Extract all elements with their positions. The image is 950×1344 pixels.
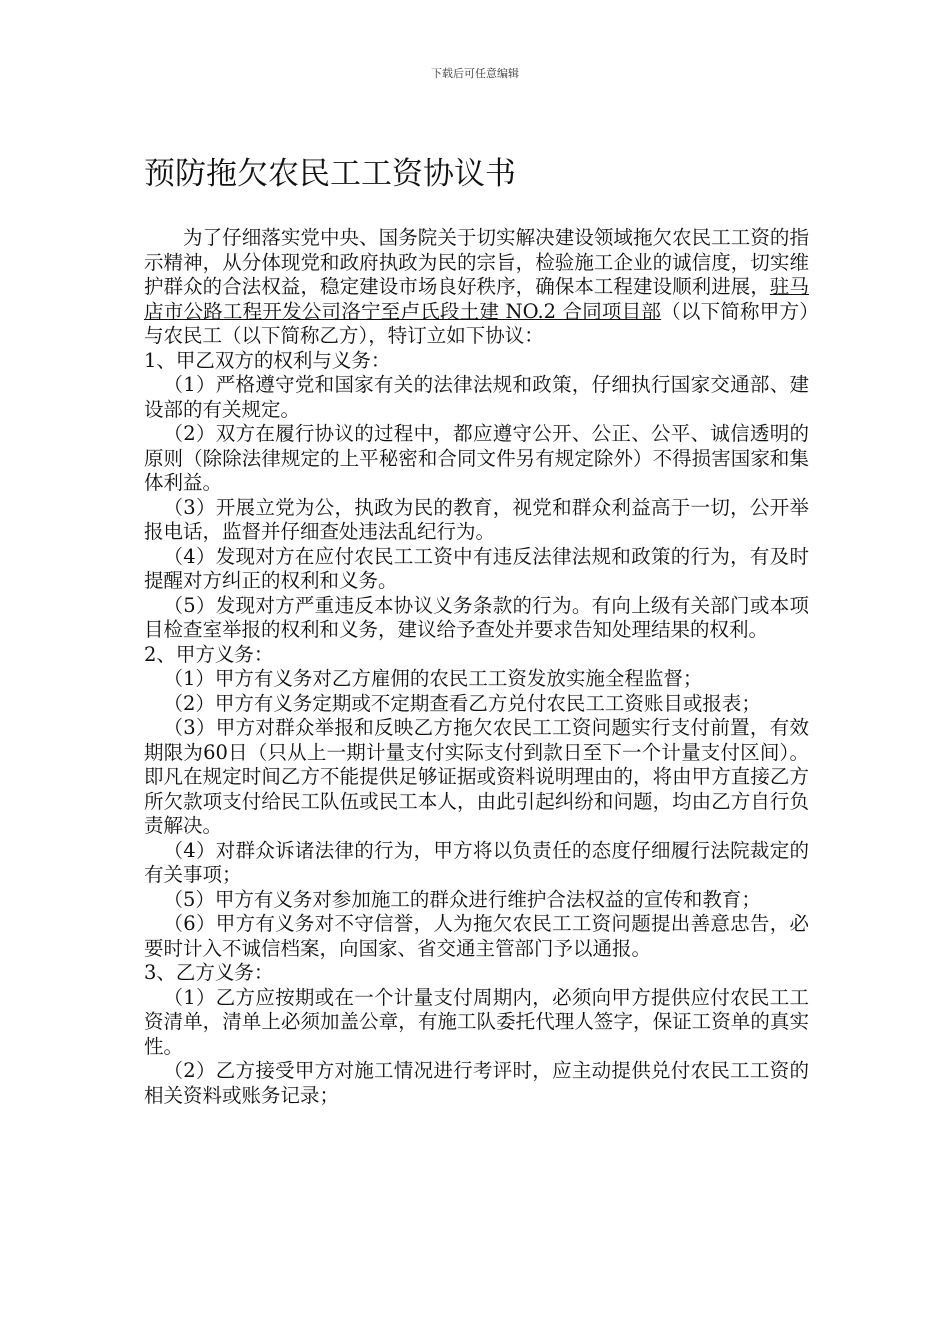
intro-paragraph <box>144 226 809 349</box>
party-b-item-1: （1）乙方应按期或在一个计量支付周期内，必须向甲方提供应付农民工工资清单，清单上必须加盖公章，有施工队委托代理人签字，保证工资单的真实性。 <box>144 985 809 1058</box>
document-title: 预防拖欠农民工工资协议书 <box>144 156 516 192</box>
header-note: 下载后可任意编辑 <box>431 67 519 80</box>
party-a-item-1: （1）甲方有义务对乙方雇佣的农民工工资发放实施全程监督； <box>163 667 703 690</box>
section-heading-party-b: 3、乙方义务： <box>144 961 274 984</box>
rights-item-5: （5）发现对方严重违反本协议义务条款的行为。有向上级有关部门或本项目检查室举报的权利和义务，建议给予查处并要求告知处理结果的权利。 <box>144 593 809 641</box>
rights-item-2: （2）双方在履行协议的过程中，都应遵守公开、公正、公平、诚信透明的原则（除除法律规定的上平秘密和合同文件另有规定除外）不得损害国家和集体利益。 <box>144 422 809 494</box>
party-b-item-2: （2）乙方接受甲方对施工情况进行考评时，应主动提供兑付农民工工资的相关资料或账务记录； <box>144 1059 809 1107</box>
intro-text-after: （以下简称甲方）与农民工（以下简称乙方），特订立如下协议： <box>144 299 809 347</box>
project-name-underlined: 驻马店市公路工程开发公司洛宁至卢氏段土建 NO.2 合同项目部 <box>144 275 809 323</box>
intro-text-before: 为了仔细落实党中央、国务院关于切实解决建设领域拖欠农民工工资的指示精神，从分体现党和政府执政为民的宗旨，检验施工企业的诚信度，切实维护群众的合法权益，稳定建设市场良好秩序，确保本工程建设顺利进展， <box>144 226 809 298</box>
party-a-item-6: （6）甲方有义务对不守信誉，人为拖欠农民工工资问题提出善意忠告，必要时计入不诚信档案，向国家、省交通主管部门予以通报。 <box>144 912 809 960</box>
section-heading-party-a: 2、甲方义务： <box>144 642 274 666</box>
rights-item-1: （1）严格遵守党和国家有关的法律法规和政策，仔细执行国家交通部、建设部的有关规定。 <box>144 373 809 421</box>
document-body <box>144 226 809 1108</box>
party-a-item-2: （2）甲方有义务定期或不定期查看乙方兑付农民工工资账目或报表； <box>163 691 761 715</box>
rights-item-4: （4）发现对方在应付农民工工资中有违反法律法规和政策的行为，有及时提醒对方纠正的权利和义务。 <box>144 544 809 592</box>
rights-item-3: （3）开展立党为公，执政为民的教育，视党和群众利益高于一切，公开举报电话，监督并仔细查处违法乱纪行为。 <box>144 495 809 543</box>
party-a-item-4: （4）对群众诉诸法律的行为，甲方将以负责任的态度仔细履行法院裁定的有关事项； <box>144 838 809 886</box>
section-heading-rights: 1、甲乙双方的权利与义务： <box>144 348 391 372</box>
party-a-item-3: （3）甲方对群众举报和反映乙方拖欠农民工工资问题实行支付前置，有效期限为60日（只从上一期计量支付实际支付到款日至下一个计量支付区间）。即凡在规定时间乙方不能提供足够证据或资料说明理由的，将由甲方直接乙方所欠款项支付给民工队伍或民工本人，由此引起纠纷和问题，均由乙方自行负责解决。 <box>144 716 809 837</box>
party-a-item-5: （5）甲方有义务对参加施工的群众进行维护合法权益的宣传和教育； <box>163 887 761 911</box>
